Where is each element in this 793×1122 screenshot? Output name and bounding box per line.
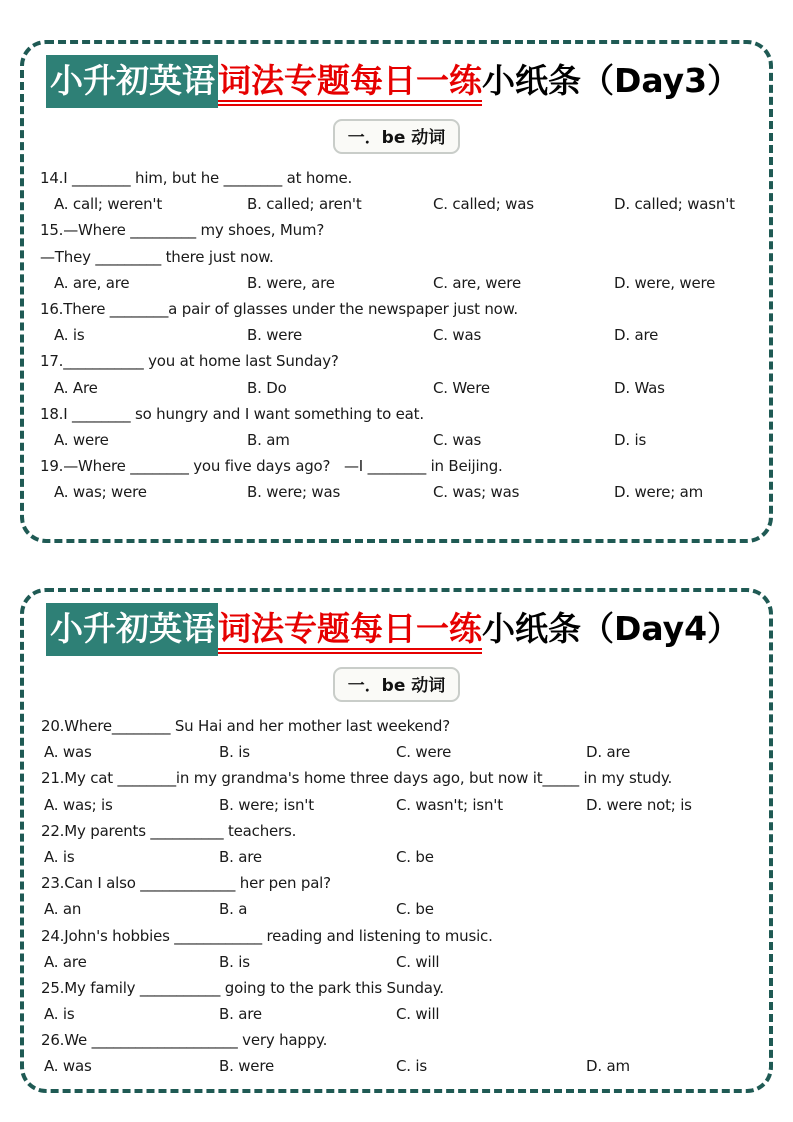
option-a: A. are, are (54, 273, 130, 292)
title-red-underlined: 词法专题每日一练 (218, 609, 482, 654)
questions-list (24, 713, 769, 1080)
title-rest: 小纸条（Day4） (482, 609, 741, 648)
question-text: 24.John's hobbies ____________ reading and listening to music. (41, 926, 493, 945)
option-a: A. call; weren't (54, 195, 163, 214)
option-c: C. were (396, 743, 452, 762)
option-a: A. is (44, 1005, 75, 1024)
option-c: C. called; was (433, 195, 534, 214)
option-d: D. were, were (614, 273, 716, 292)
options-row (40, 191, 759, 217)
option-a: A. was (44, 1057, 92, 1076)
option-b: B. called; aren't (247, 195, 362, 214)
options-row (41, 896, 759, 922)
option-d: D. am (586, 1057, 630, 1076)
option-d: D. are (586, 743, 631, 762)
page-title (46, 56, 759, 106)
option-d: D. were; am (614, 483, 704, 502)
options-row (41, 1053, 759, 1079)
worksheet-card-day3 (20, 40, 773, 543)
option-a: A. was; is (44, 795, 113, 814)
option-d: D. is (614, 430, 647, 449)
question-text: 17.___________ you at home last Sunday? (40, 352, 339, 371)
question-text: —They _________ there just now. (40, 247, 274, 266)
option-c: C. is (396, 1057, 427, 1076)
option-b: B. Do (247, 378, 287, 397)
option-c: C. was; was (433, 483, 520, 502)
option-c: C. was (433, 430, 482, 449)
option-c: C. will (396, 1005, 440, 1024)
question-text: 14.I ________ him, but he ________ at home. (40, 169, 353, 187)
worksheet-card-day4 (20, 588, 773, 1093)
option-d: D. called; wasn't (614, 195, 735, 214)
page-title (46, 604, 759, 654)
option-a: A. is (44, 847, 75, 866)
section-pill-row (24, 667, 769, 698)
option-b: B. were; isn't (219, 795, 314, 814)
option-a: A. is (54, 326, 85, 345)
option-a: A. are (44, 952, 87, 971)
option-a: A. was; were (54, 483, 147, 502)
question-text: 21.My cat ________in my grandma's home three days ago, but now it_____ in my study. (41, 769, 673, 788)
title-badge-highlight: 小升初英语 (46, 603, 218, 656)
options-row (40, 479, 759, 505)
option-a: A. an (44, 900, 82, 919)
question-text: 23.Can I also _____________ her pen pal? (41, 874, 331, 893)
options-row (41, 739, 759, 765)
question-text: 18.I ________ so hungry and I want something to eat. (40, 404, 424, 423)
option-b: B. is (219, 952, 250, 971)
question-text: 20.Where________ Su Hai and her mother last weekend? (41, 717, 450, 735)
option-a: A. Are (54, 378, 98, 397)
option-b: B. a (219, 900, 248, 919)
option-d: D. Was (614, 378, 665, 397)
options-row (40, 427, 759, 453)
options-row (40, 375, 759, 401)
option-c: C. be (396, 847, 434, 866)
questions-list (24, 165, 769, 505)
option-b: B. are (219, 847, 262, 866)
option-b: B. were (247, 326, 302, 345)
question-text: 19.—Where ________ you five days ago? —I ________ in Beijing. (40, 457, 503, 476)
option-d: D. were not; is (586, 795, 692, 814)
title-red-underlined: 词法专题每日一练 (218, 61, 482, 106)
options-row (41, 792, 759, 818)
option-c: C. was (433, 326, 482, 345)
options-row (41, 949, 759, 975)
question-text: 15.—Where _________ my shoes, Mum? (40, 221, 325, 240)
options-row (41, 844, 759, 870)
option-c: C. wasn't; isn't (396, 795, 503, 814)
option-b: B. am (247, 430, 290, 449)
options-row (40, 270, 759, 296)
title-rest: 小纸条（Day3） (482, 61, 741, 100)
option-b: B. were; was (247, 483, 341, 502)
option-c: C. Were (433, 378, 490, 397)
section-pill-row (24, 119, 769, 150)
title-badge-highlight: 小升初英语 (46, 55, 218, 108)
option-d: D. are (614, 326, 659, 345)
option-b: B. are (219, 1005, 262, 1024)
options-row (40, 322, 759, 348)
section-pill: 一．be 动词 (333, 667, 461, 702)
question-text: 22.My parents __________ teachers. (41, 821, 297, 840)
option-c: C. be (396, 900, 434, 919)
option-a: A. was (44, 743, 92, 762)
option-b: B. were (219, 1057, 274, 1076)
question-text: 26.We ____________________ very happy. (41, 1031, 328, 1050)
question-text: 25.My family ___________ going to the park this Sunday. (41, 978, 444, 997)
question-text: 16.There ________a pair of glasses under the newspaper just now. (40, 299, 518, 318)
option-b: B. is (219, 743, 250, 762)
section-pill: 一．be 动词 (333, 119, 461, 154)
option-a: A. were (54, 430, 109, 449)
options-row (41, 1001, 759, 1027)
option-c: C. are, were (433, 273, 521, 292)
option-b: B. were, are (247, 273, 335, 292)
option-c: C. will (396, 952, 440, 971)
